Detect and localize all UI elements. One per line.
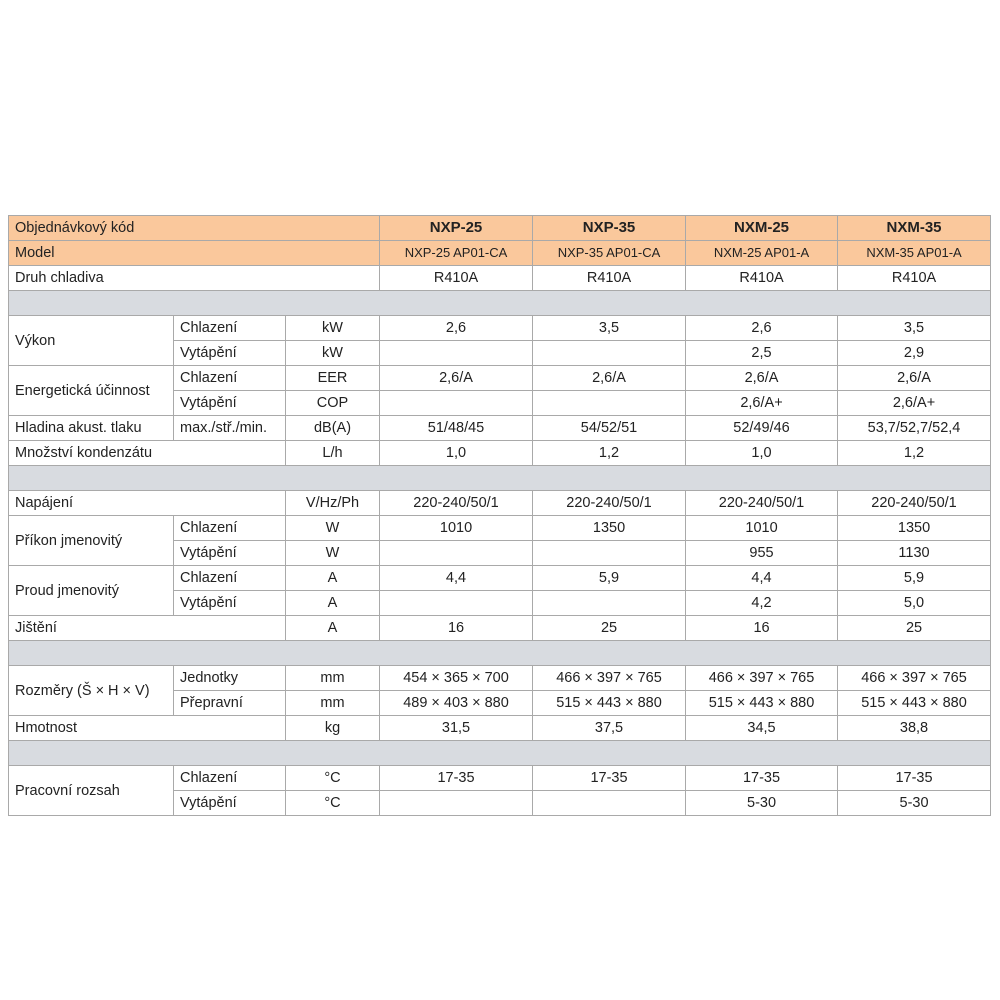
value-cell: 454 × 365 × 700 xyxy=(380,666,533,691)
model-cell: NXP-35 AP01-CA xyxy=(533,241,686,266)
value-cell: R410A xyxy=(686,266,838,291)
value-cell: 1350 xyxy=(838,516,991,541)
value-cell: 38,8 xyxy=(838,716,991,741)
order-code-cell: NXP-35 xyxy=(533,216,686,241)
value-cell: 2,9 xyxy=(838,341,991,366)
unit-cell: A xyxy=(286,591,380,616)
value-cell: 955 xyxy=(686,541,838,566)
value-cell: 52/49/46 xyxy=(686,416,838,441)
model-row xyxy=(9,241,991,266)
value-cell: 515 × 443 × 880 xyxy=(533,691,686,716)
section-separator xyxy=(9,641,991,666)
order-code-cell: NXM-25 xyxy=(686,216,838,241)
value-cell: 16 xyxy=(686,616,838,641)
value-cell: 16 xyxy=(380,616,533,641)
value-cell xyxy=(533,791,686,816)
value-cell: 466 × 397 × 765 xyxy=(838,666,991,691)
range-cooling-row xyxy=(9,766,991,791)
row-label: Napájení xyxy=(9,491,286,516)
weight-row xyxy=(9,716,991,741)
value-cell: 53,7/52,7/52,4 xyxy=(838,416,991,441)
unit-cell: kg xyxy=(286,716,380,741)
sub-label: Vytápění xyxy=(174,591,286,616)
value-cell: 220-240/50/1 xyxy=(838,491,991,516)
sub-label: Chlazení xyxy=(174,316,286,341)
condensate-row xyxy=(9,441,991,466)
value-cell: 34,5 xyxy=(686,716,838,741)
value-cell: 25 xyxy=(838,616,991,641)
value-cell xyxy=(380,341,533,366)
value-cell: 2,5 xyxy=(686,341,838,366)
sub-label: Chlazení xyxy=(174,366,286,391)
unit-cell: W xyxy=(286,541,380,566)
row-label: Množství kondenzátu xyxy=(9,441,286,466)
unit-cell: kW xyxy=(286,316,380,341)
sub-label: max./stř./min. xyxy=(174,416,286,441)
input-cooling-row xyxy=(9,516,991,541)
row-label: Energetická účinnost xyxy=(9,366,174,416)
value-cell: 2,6/A xyxy=(838,366,991,391)
sub-label: Chlazení xyxy=(174,766,286,791)
value-cell: 51/48/45 xyxy=(380,416,533,441)
value-cell: 1350 xyxy=(533,516,686,541)
value-cell: 515 × 443 × 880 xyxy=(838,691,991,716)
value-cell: 2,6 xyxy=(686,316,838,341)
value-cell: 1,0 xyxy=(686,441,838,466)
row-label: Hmotnost xyxy=(9,716,286,741)
value-cell xyxy=(380,391,533,416)
value-cell: 25 xyxy=(533,616,686,641)
section-separator xyxy=(9,741,991,766)
section-separator xyxy=(9,466,991,491)
unit-cell: COP xyxy=(286,391,380,416)
order-code-cell: NXM-35 xyxy=(838,216,991,241)
order-code-cell: NXP-25 xyxy=(380,216,533,241)
value-cell: 54/52/51 xyxy=(533,416,686,441)
row-label: Pracovní rozsah xyxy=(9,766,174,816)
unit-cell: kW xyxy=(286,341,380,366)
model-cell: NXP-25 AP01-CA xyxy=(380,241,533,266)
value-cell xyxy=(533,391,686,416)
value-cell: 2,6/A+ xyxy=(686,391,838,416)
value-cell: 2,6/A xyxy=(686,366,838,391)
value-cell: 466 × 397 × 765 xyxy=(686,666,838,691)
value-cell xyxy=(533,541,686,566)
value-cell: 4,4 xyxy=(686,566,838,591)
value-cell: 4,4 xyxy=(380,566,533,591)
value-cell: 17-35 xyxy=(686,766,838,791)
value-cell: R410A xyxy=(838,266,991,291)
value-cell xyxy=(533,341,686,366)
value-cell xyxy=(380,541,533,566)
value-cell: 31,5 xyxy=(380,716,533,741)
model-label: Model xyxy=(9,241,380,266)
refrigerant-row xyxy=(9,266,991,291)
value-cell: 2,6/A xyxy=(533,366,686,391)
dimensions-unit-row xyxy=(9,666,991,691)
value-cell: 2,6 xyxy=(380,316,533,341)
value-cell: 17-35 xyxy=(838,766,991,791)
value-cell: 2,6/A xyxy=(380,366,533,391)
unit-cell: °C xyxy=(286,791,380,816)
value-cell: 5-30 xyxy=(838,791,991,816)
sub-label: Jednotky xyxy=(174,666,286,691)
spec-table xyxy=(8,215,991,816)
value-cell: 220-240/50/1 xyxy=(533,491,686,516)
unit-cell: A xyxy=(286,616,380,641)
value-cell: 17-35 xyxy=(380,766,533,791)
sub-label: Vytápění xyxy=(174,391,286,416)
fuse-row xyxy=(9,616,991,641)
section-separator xyxy=(9,291,991,316)
unit-cell: dB(A) xyxy=(286,416,380,441)
value-cell: 1,2 xyxy=(533,441,686,466)
model-cell: NXM-25 AP01-A xyxy=(686,241,838,266)
value-cell: 4,2 xyxy=(686,591,838,616)
unit-cell: A xyxy=(286,566,380,591)
unit-cell: V/Hz/Ph xyxy=(286,491,380,516)
value-cell xyxy=(533,591,686,616)
value-cell: 5,9 xyxy=(838,566,991,591)
value-cell: R410A xyxy=(533,266,686,291)
value-cell: 5,9 xyxy=(533,566,686,591)
supply-row xyxy=(9,491,991,516)
sub-label: Chlazení xyxy=(174,566,286,591)
value-cell: 1010 xyxy=(686,516,838,541)
value-cell: 5,0 xyxy=(838,591,991,616)
unit-cell: L/h xyxy=(286,441,380,466)
order-code-label: Objednávkový kód xyxy=(9,216,380,241)
row-label: Jištění xyxy=(9,616,286,641)
value-cell: 220-240/50/1 xyxy=(686,491,838,516)
model-cell: NXM-35 AP01-A xyxy=(838,241,991,266)
value-cell: 17-35 xyxy=(533,766,686,791)
value-cell: 1130 xyxy=(838,541,991,566)
unit-cell: mm xyxy=(286,691,380,716)
value-cell: 515 × 443 × 880 xyxy=(686,691,838,716)
sub-label: Vytápění xyxy=(174,541,286,566)
row-label: Rozměry (Š × H × V) xyxy=(9,666,174,716)
unit-cell: mm xyxy=(286,666,380,691)
value-cell: 1,0 xyxy=(380,441,533,466)
row-label: Výkon xyxy=(9,316,174,366)
sub-label: Vytápění xyxy=(174,341,286,366)
value-cell: 3,5 xyxy=(838,316,991,341)
value-cell: 466 × 397 × 765 xyxy=(533,666,686,691)
order-code-row xyxy=(9,216,991,241)
value-cell: 3,5 xyxy=(533,316,686,341)
sub-label: Vytápění xyxy=(174,791,286,816)
value-cell: 2,6/A+ xyxy=(838,391,991,416)
unit-cell: °C xyxy=(286,766,380,791)
value-cell xyxy=(380,791,533,816)
row-label: Hladina akust. tlaku xyxy=(9,416,174,441)
power-cooling-row xyxy=(9,316,991,341)
value-cell: 1010 xyxy=(380,516,533,541)
value-cell: R410A xyxy=(380,266,533,291)
efficiency-cooling-row xyxy=(9,366,991,391)
value-cell xyxy=(380,591,533,616)
sub-label: Chlazení xyxy=(174,516,286,541)
unit-cell: EER xyxy=(286,366,380,391)
noise-row xyxy=(9,416,991,441)
sub-label: Přepravní xyxy=(174,691,286,716)
value-cell: 1,2 xyxy=(838,441,991,466)
value-cell: 489 × 403 × 880 xyxy=(380,691,533,716)
current-cooling-row xyxy=(9,566,991,591)
value-cell: 37,5 xyxy=(533,716,686,741)
value-cell: 5-30 xyxy=(686,791,838,816)
row-label: Druh chladiva xyxy=(9,266,380,291)
unit-cell: W xyxy=(286,516,380,541)
row-label: Proud jmenovitý xyxy=(9,566,174,616)
value-cell: 220-240/50/1 xyxy=(380,491,533,516)
row-label: Příkon jmenovitý xyxy=(9,516,174,566)
